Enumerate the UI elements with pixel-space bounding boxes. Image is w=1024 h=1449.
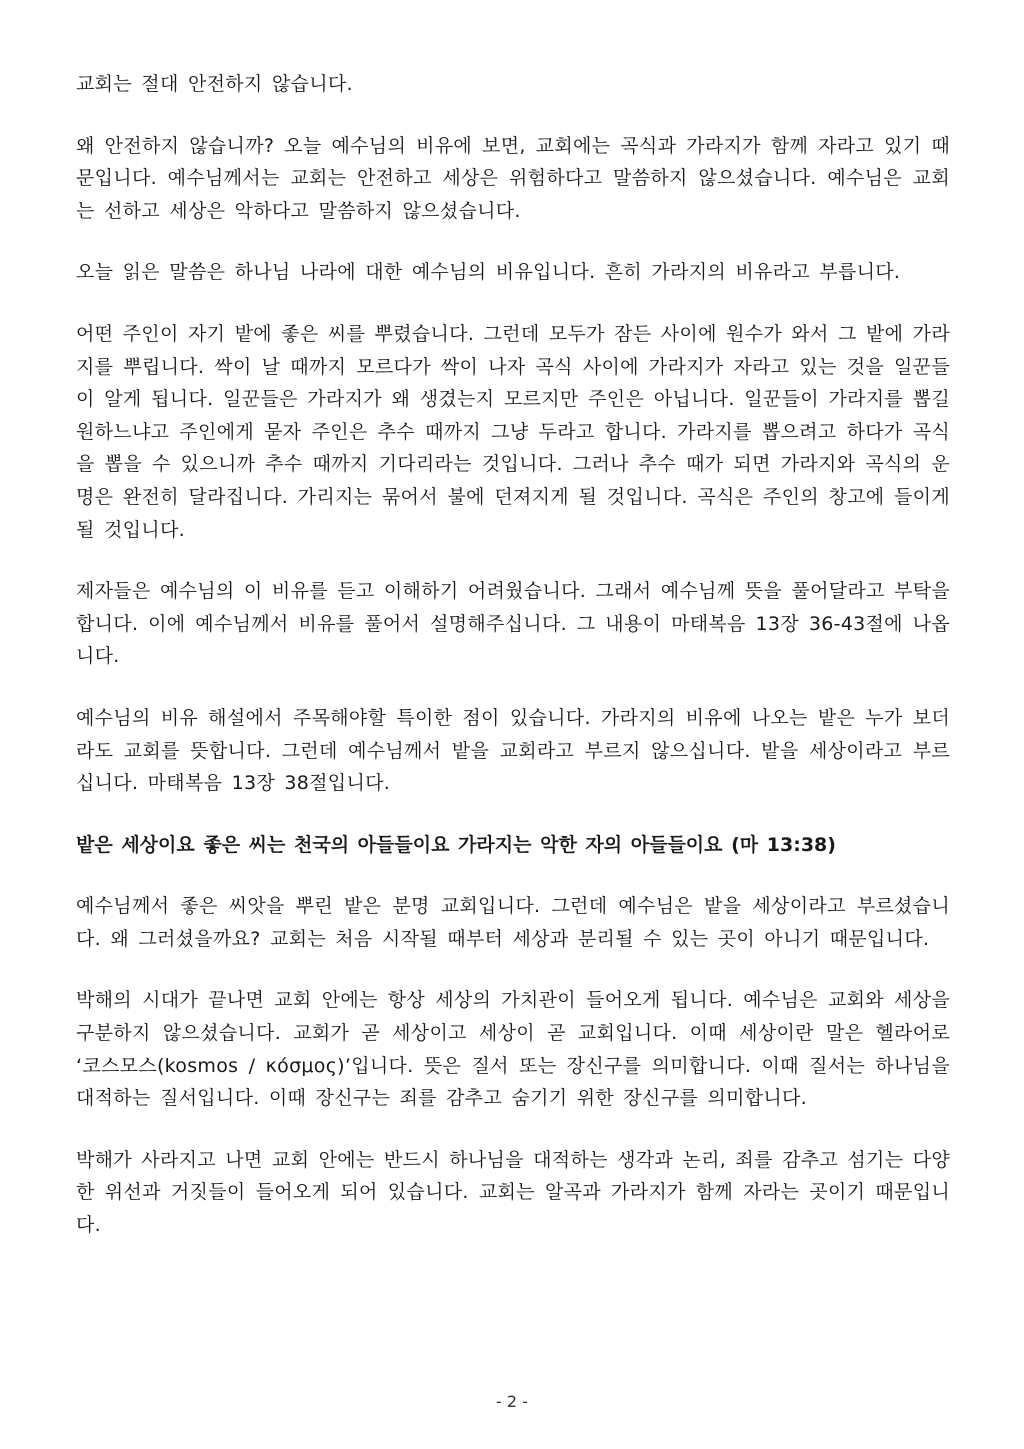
scripture-quote: 밭은 세상이요 좋은 씨는 천국의 아들들이요 가라지는 악한 자의 아들들이요 (마 13:38): [76, 833, 836, 856]
paragraph-8: 예수님께서 좋은 씨앗을 뿌린 밭은 분명 교회입니다. 그런데 예수님은 밭을 세상이라고 부르셨습니다. 왜 그러셨을까요? 교회는 처음 시작될 때부터 세상과 분리될 수 있는 곳이 아니기 때문입니다.: [76, 895, 950, 950]
paragraph-4: 어떤 주인이 자기 밭에 좋은 씨를 뿌렸습니다. 그런데 모두가 잠든 사이에 원수가 와서 그 밭에 가라지를 뿌립니다. 싹이 날 때까지 모르다가 싹이 나자 곡식 사이에 가라지가 자라고 있는 것을 일꾼들이 알게 됩니다. 일꾼들은 가라지가 왜 생겼는지 모르지만 주인은 아닙니다. 일꾼들이 가라지를 뽑길 원하느냐고 주인에게 묻자 주인은 추수 때까지 그냥 두라고 합니다. 가라지를 뽑으려고 하다가 곡식을 뽑을 수 있으니까 추수 때까지 기다리라는 것입니다. 그러나 추수 때가 되면 가라지와 곡식의 운명은 완전히 달라집니다. 가리지는 묶어서 불에 던져지게 될 것입니다. 곡식은 주인의 창고에 들이게 될 것입니다.: [76, 322, 950, 541]
paragraph-9: 박해의 시대가 끝나면 교회 안에는 항상 세상의 가치관이 들어오게 됩니다. 예수님은 교회와 세상을 구분하지 않으셨습니다. 교회가 곧 세상이고 세상이 곧 교회입니다. 이때 세상이란 말은 헬라어로 ‘코스모스(kosmos / κόσμος)’입니다. 뜻은 질서 또는 장신구를 의미합니다. 이때 질서는 하나님을 대적하는 질서입니다. 이때 장신구는 죄를 감추고 숨기기 위한 장신구를 의미합니다.: [76, 989, 950, 1110]
paragraph-6: 예수님의 비유 해설에서 주목해야할 특이한 점이 있습니다. 가라지의 비유에 나오는 밭은 누가 보더라도 교회를 뜻합니다. 그런데 예수님께서 밭을 교회라고 부르지 않으십니다. 밭을 세상이라고 부르십니다. 마태복음 13장 38절입니다.: [76, 706, 950, 795]
paragraph-10: 박해가 사라지고 나면 교회 안에는 반드시 하나님을 대적하는 생각과 논리, 죄를 감추고 섬기는 다양한 위선과 거짓들이 들어오게 되어 있습니다. 교회는 알곡과 가라지가 함께 자라는 곳이기 때문입니다.: [76, 1148, 950, 1237]
paragraph-2: 왜 안전하지 않습니까? 오늘 예수님의 비유에 보면, 교회에는 곡식과 가라지가 함께 자라고 있기 때문입니다. 예수님께서는 교회는 안전하고 세상은 위험하다고 말씀하지 않으셨습니다. 예수님은 교회는 선하고 세상은 악하다고 말씀하지 않으셨습니다.: [76, 134, 950, 222]
page-number: - 2 -: [496, 1392, 528, 1411]
paragraph-3: 오늘 읽은 말씀은 하나님 나라에 대한 예수님의 비유입니다. 흔히 가라지의 비유라고 부릅니다.: [76, 261, 901, 284]
document-body: [76, 68, 950, 1271]
paragraph-5: 제자들은 예수님의 이 비유를 듣고 이해하기 어려웠습니다. 그래서 예수님께 뜻을 풀어달라고 부탁을 합니다. 이에 예수님께서 비유를 풀어서 설명해주십니다. 그 내용이 마태복음 13장 36-43절에 나옵니다.: [76, 580, 950, 668]
paragraph-1: 교회는 절대 안전하지 않습니다.: [76, 73, 353, 95]
